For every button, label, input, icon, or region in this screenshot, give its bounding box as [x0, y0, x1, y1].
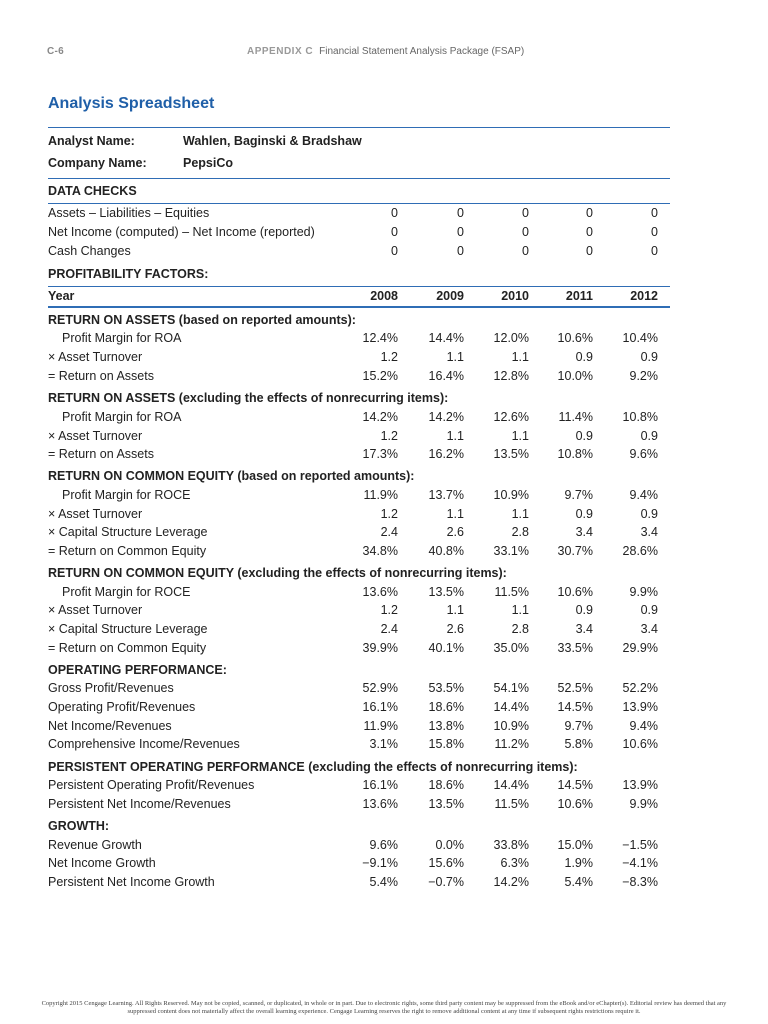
value-cell: 0: [391, 225, 398, 239]
copyright-footer: Copyright 2015 Cengage Learning. All Rights Reserved. May not be copied, scanned, or duplicated, in whole or in part. Due to electronic rights, some third party content may be suppressed from the eBook and/or eChapter(s). Editorial review has deemed that any suppressed content does not materially affect the overall learning experience. Cengage Learning reserves the right to remove additional content at any time if subsequent rights restrictions require it.: [41, 1000, 727, 1015]
value-cell: 2.4: [380, 525, 398, 539]
value-cell: 3.1%: [369, 737, 398, 751]
appendix-label: APPENDIX C: [247, 46, 314, 57]
row-label: Cash Changes: [48, 244, 131, 258]
value-cell: 0.9: [575, 429, 593, 443]
table-row: [48, 369, 670, 387]
value-cell: 53.5%: [428, 681, 464, 695]
value-cell: 16.1%: [362, 778, 398, 792]
analyst-row: [48, 134, 670, 152]
value-cell: 11.9%: [363, 719, 398, 733]
section-heading: RETURN ON ASSETS (based on reported amounts):: [48, 313, 356, 327]
value-cell: 9.7%: [564, 719, 593, 733]
section-heading: RETURN ON ASSETS (excluding the effects of nonrecurring items):: [48, 391, 449, 405]
table-row: [48, 544, 670, 562]
value-cell: 1.2: [380, 507, 398, 521]
value-cell: 1.2: [380, 429, 398, 443]
value-cell: 14.5%: [557, 700, 593, 714]
row-label: × Capital Structure Leverage: [48, 622, 208, 636]
row-label: Net Income/Revenues: [48, 719, 172, 733]
value-cell: −1.5%: [622, 838, 658, 852]
value-cell: 0.9: [575, 603, 593, 617]
table-row: [48, 350, 670, 368]
value-cell: 16.4%: [428, 369, 464, 383]
table-row: [48, 737, 670, 755]
table-row: [48, 778, 670, 796]
value-cell: 0: [522, 206, 529, 220]
table-row: [48, 410, 670, 428]
value-cell: 9.7%: [564, 488, 593, 502]
value-cell: 10.9%: [493, 488, 529, 502]
row-label: = Return on Assets: [48, 447, 154, 461]
value-cell: 14.4%: [493, 778, 529, 792]
divider: [48, 286, 670, 287]
page-title: Analysis Spreadsheet: [48, 95, 215, 112]
divider: [48, 178, 670, 179]
value-cell: 10.9%: [493, 719, 529, 733]
value-cell: 52.2%: [622, 681, 658, 695]
value-cell: 33.5%: [557, 641, 593, 655]
value-cell: 11.9%: [363, 488, 398, 502]
year-cell: 2012: [630, 289, 658, 303]
value-cell: 9.4%: [629, 719, 658, 733]
row-label: = Return on Common Equity: [48, 641, 207, 655]
value-cell: 10.4%: [622, 331, 658, 345]
value-cell: 5.4%: [369, 875, 398, 889]
row-label: × Asset Turnover: [48, 603, 143, 617]
value-cell: 2.8: [511, 622, 529, 636]
page-header: [47, 46, 721, 64]
value-cell: 54.1%: [493, 681, 529, 695]
value-cell: 9.4%: [629, 488, 658, 502]
value-cell: 0: [651, 225, 658, 239]
row-label: Persistent Net Income Growth: [48, 875, 215, 889]
value-cell: 0: [457, 244, 464, 258]
value-cell: 1.1: [446, 350, 464, 364]
table-row: [48, 331, 670, 349]
analyst-label: Analyst Name:: [48, 134, 135, 148]
row-label: × Asset Turnover: [48, 507, 143, 521]
value-cell: 40.8%: [428, 544, 464, 558]
row-label: Profit Margin for ROA: [62, 410, 182, 424]
section-heading: OPERATING PERFORMANCE:: [48, 663, 227, 677]
value-cell: 14.5%: [557, 778, 593, 792]
row-label: × Asset Turnover: [48, 429, 143, 443]
value-cell: 30.7%: [557, 544, 593, 558]
value-cell: 1.1: [511, 350, 529, 364]
row-label: Net Income (computed) – Net Income (reported): [48, 225, 315, 239]
value-cell: 2.8: [511, 525, 529, 539]
table-row: [48, 875, 670, 893]
value-cell: 0: [651, 244, 658, 258]
year-row: [48, 289, 670, 307]
page-number: C-6: [47, 46, 65, 57]
table-row: [48, 244, 670, 262]
row-label: Profit Margin for ROCE: [62, 585, 191, 599]
year-cell: 2009: [436, 289, 464, 303]
company-row: [48, 156, 670, 174]
value-cell: 12.8%: [493, 369, 529, 383]
value-cell: 0.9: [575, 350, 593, 364]
value-cell: 2.6: [446, 525, 464, 539]
table-row: [48, 681, 670, 699]
value-cell: 10.8%: [622, 410, 658, 424]
company-label: Company Name:: [48, 156, 147, 170]
value-cell: 3.4: [575, 525, 593, 539]
table-row: [48, 700, 670, 718]
value-cell: 11.2%: [494, 737, 529, 751]
value-cell: 1.2: [380, 603, 398, 617]
row-label: Comprehensive Income/Revenues: [48, 737, 240, 751]
value-cell: 18.6%: [428, 700, 464, 714]
value-cell: 13.9%: [622, 700, 658, 714]
value-cell: 6.3%: [500, 856, 529, 870]
value-cell: 0: [522, 244, 529, 258]
running-head: [247, 46, 524, 57]
value-cell: 10.8%: [557, 447, 593, 461]
value-cell: 16.1%: [362, 700, 398, 714]
table-row: [48, 797, 670, 815]
value-cell: −0.7%: [428, 875, 464, 889]
value-cell: 1.1: [511, 429, 529, 443]
value-cell: 3.4: [640, 622, 658, 636]
value-cell: 13.7%: [428, 488, 464, 502]
section-heading: GROWTH:: [48, 819, 110, 833]
value-cell: 13.6%: [362, 797, 398, 811]
value-cell: 13.8%: [428, 719, 464, 733]
table-row: [48, 225, 670, 243]
value-cell: 14.2%: [362, 410, 398, 424]
divider: [48, 306, 670, 308]
value-cell: 0.9: [640, 350, 658, 364]
value-cell: 12.0%: [493, 331, 529, 345]
table-row: [48, 719, 670, 737]
year-cell: 2010: [501, 289, 529, 303]
section-heading: RETURN ON COMMON EQUITY (excluding the effects of nonrecurring items):: [48, 566, 507, 580]
value-cell: 0.9: [640, 429, 658, 443]
table-row: [48, 856, 670, 874]
value-cell: 14.4%: [428, 331, 464, 345]
value-cell: 10.6%: [557, 331, 593, 345]
divider: [48, 127, 670, 128]
value-cell: 12.6%: [493, 410, 529, 424]
row-label: × Asset Turnover: [48, 350, 143, 364]
value-cell: 34.8%: [362, 544, 398, 558]
value-cell: 9.2%: [629, 369, 658, 383]
value-cell: 1.9%: [564, 856, 593, 870]
value-cell: 52.9%: [362, 681, 398, 695]
year-cell: 2008: [370, 289, 398, 303]
value-cell: 28.6%: [622, 544, 658, 558]
value-cell: 5.4%: [564, 875, 593, 889]
table-row: [48, 622, 670, 640]
value-cell: −4.1%: [622, 856, 658, 870]
value-cell: 13.6%: [362, 585, 398, 599]
section-heading: RETURN ON COMMON EQUITY (based on reported amounts):: [48, 469, 415, 483]
value-cell: 16.2%: [428, 447, 464, 461]
value-cell: 0.0%: [435, 838, 464, 852]
value-cell: 0.9: [575, 507, 593, 521]
value-cell: 13.9%: [622, 778, 658, 792]
value-cell: 1.1: [511, 603, 529, 617]
year-cell: 2011: [565, 289, 593, 303]
table-row: [48, 429, 670, 447]
value-cell: 39.9%: [362, 641, 398, 655]
row-label: Persistent Operating Profit/Revenues: [48, 778, 255, 792]
value-cell: 15.8%: [428, 737, 464, 751]
value-cell: 14.4%: [493, 700, 529, 714]
section-heading: PERSISTENT OPERATING PERFORMANCE (excluding the effects of nonrecurring items):: [48, 760, 578, 774]
value-cell: 0: [391, 206, 398, 220]
row-label: Operating Profit/Revenues: [48, 700, 196, 714]
value-cell: 0: [586, 244, 593, 258]
value-cell: 5.8%: [564, 737, 593, 751]
value-cell: 40.1%: [428, 641, 464, 655]
value-cell: 0: [457, 206, 464, 220]
value-cell: 15.6%: [428, 856, 464, 870]
value-cell: −8.3%: [622, 875, 658, 889]
value-cell: 1.1: [511, 507, 529, 521]
year-label: Year: [48, 289, 75, 303]
value-cell: 1.1: [446, 429, 464, 443]
value-cell: 18.6%: [428, 778, 464, 792]
value-cell: 13.5%: [493, 447, 529, 461]
data-checks-heading: DATA CHECKS: [48, 184, 137, 198]
row-label: Profit Margin for ROCE: [62, 488, 191, 502]
value-cell: 11.5%: [494, 797, 529, 811]
value-cell: 35.0%: [493, 641, 529, 655]
value-cell: 11.5%: [494, 585, 529, 599]
value-cell: 0: [457, 225, 464, 239]
value-cell: 2.4: [380, 622, 398, 636]
value-cell: 2.6: [446, 622, 464, 636]
value-cell: 17.3%: [362, 447, 398, 461]
value-cell: 15.2%: [362, 369, 398, 383]
row-label: × Capital Structure Leverage: [48, 525, 208, 539]
value-cell: 13.5%: [428, 797, 464, 811]
row-label: Profit Margin for ROA: [62, 331, 182, 345]
row-label: Net Income Growth: [48, 856, 156, 870]
value-cell: 33.8%: [493, 838, 529, 852]
value-cell: 15.0%: [557, 838, 593, 852]
value-cell: 0: [522, 225, 529, 239]
value-cell: 1.1: [446, 603, 464, 617]
table-row: [48, 488, 670, 506]
value-cell: 0: [651, 206, 658, 220]
value-cell: 9.6%: [369, 838, 398, 852]
table-row: [48, 447, 670, 465]
value-cell: 52.5%: [557, 681, 593, 695]
value-cell: 10.6%: [557, 585, 593, 599]
value-cell: 10.6%: [557, 797, 593, 811]
table-row: [48, 603, 670, 621]
table-row: [48, 838, 670, 856]
value-cell: 14.2%: [428, 410, 464, 424]
value-cell: 3.4: [575, 622, 593, 636]
company-value: PepsiCo: [183, 156, 234, 170]
table-row: [48, 641, 670, 659]
row-label: = Return on Assets: [48, 369, 154, 383]
table-row: [48, 206, 670, 224]
value-cell: 29.9%: [622, 641, 658, 655]
profitability-heading: PROFITABILITY FACTORS:: [48, 267, 209, 281]
value-cell: 9.9%: [629, 797, 658, 811]
value-cell: 1.2: [380, 350, 398, 364]
row-label: Persistent Net Income/Revenues: [48, 797, 231, 811]
row-label: Gross Profit/Revenues: [48, 681, 174, 695]
row-label: = Return on Common Equity: [48, 544, 207, 558]
value-cell: 14.2%: [493, 875, 529, 889]
value-cell: 10.0%: [557, 369, 593, 383]
value-cell: 9.6%: [629, 447, 658, 461]
value-cell: 0.9: [640, 507, 658, 521]
value-cell: −9.1%: [362, 856, 398, 870]
value-cell: 0.9: [640, 603, 658, 617]
value-cell: 33.1%: [493, 544, 529, 558]
value-cell: 11.4%: [558, 410, 593, 424]
row-label: Assets – Liabilities – Equities: [48, 206, 210, 220]
table-row: [48, 507, 670, 525]
divider: [48, 203, 670, 204]
value-cell: 0: [391, 244, 398, 258]
appendix-subtitle: Financial Statement Analysis Package (FSAP): [319, 46, 525, 57]
value-cell: 12.4%: [362, 331, 398, 345]
value-cell: 1.1: [446, 507, 464, 521]
value-cell: 13.5%: [428, 585, 464, 599]
value-cell: 3.4: [640, 525, 658, 539]
analyst-value: Wahlen, Baginski & Bradshaw: [183, 134, 362, 148]
table-row: [48, 525, 670, 543]
value-cell: 9.9%: [629, 585, 658, 599]
value-cell: 10.6%: [622, 737, 658, 751]
value-cell: 0: [586, 206, 593, 220]
row-label: Revenue Growth: [48, 838, 142, 852]
table-row: [48, 585, 670, 603]
value-cell: 0: [586, 225, 593, 239]
